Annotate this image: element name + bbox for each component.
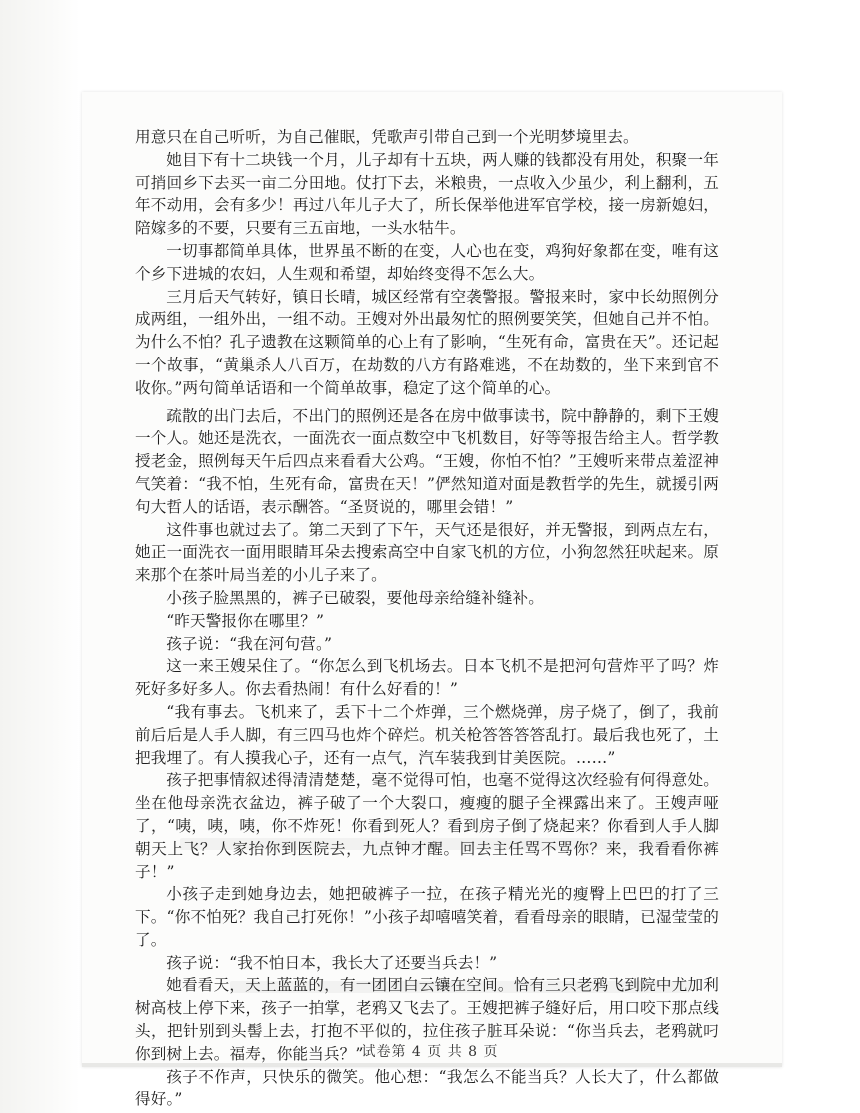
paragraph: 孩子把事情叙述得清清楚楚，毫不觉得可怕，也毫不觉得这次经验有何得意处。坐在他母亲洗衣盆边，裤子破了一个大裂口，瘦瘦的腿子全裸露出来了。王嫂声哑了，“咦，咦，咦，你不炸死！你看到死人？看到房子倒了烧起来？你看到人手人脚朝天上飞？人家抬你到医院去，九点钟才醒。回去主任骂不骂你？来，我看看你裤子！” <box>135 771 719 881</box>
paragraph: 三月后天气转好，镇日长晴，城区经常有空袭警报。警报来时，家中长幼照例分成两组，一组外出，一组不动。王嫂对外出最匆忙的照例要笑笑，但她自己并不怕。为什么不怕？孔子遗教在这颗简单的心上有了影响，“生死有命，富贵在天”。还记起一个故事，“黄巢杀人八百万，在劫数的八方有路难逃，不在劫数的，坐下来到官不收你。”两句简单话语和一个简单故事，稳定了这个简单的心。 <box>135 287 719 397</box>
paragraph: 她目下有十二块钱一个月，儿子却有十五块，两人赚的钱都没有用处，积聚一年可捎回乡下去买一亩二分田地。仗打下去，米粮贵，一点收入少虽少，利上翻利，五年不动用，会有多少！再过八年儿子大了，所长保举他进军官学校，接一房新媳妇，陪嫁多的不要，只要有三五亩地，一头水牯牛。 <box>135 150 719 238</box>
paragraph: 一切事都简单具体，世界虽不断的在变，人心也在变，鸡狗好象都在变，唯有这个乡下进城的农妇，人生观和希望，却始终变得不怎么大。 <box>135 241 719 283</box>
paragraph: 用意只在自己听听，为自己催眠，凭歌声引带自己到一个光明梦境里去。 <box>135 128 639 146</box>
paragraph: 这件事也就过去了。第二天到了下午，天气还是很好，并无警报，到两点左右，她正一面洗衣一面用眼睛耳朵去搜索高空中自家飞机的方位，小狗忽然狂吠起来。原来那个在茶叶局当差的小儿子来了。 <box>135 520 719 585</box>
paragraph: 孩子说：“我在河句营。” <box>166 634 333 653</box>
paragraph: “昨天警报你在哪里？” <box>166 611 325 630</box>
paragraph: “我有事去。飞机来了，丢下十二个炸弹，三个燃烧弹，房子烧了，倒了，我前前后后是人手人脚，有三四马也炸个碎烂。机关枪答答答答乱打。最后我也死了，土把我埋了。有人摸我心子，还有一点气，汽车装我到甘美医院。……” <box>135 702 719 767</box>
paragraph: 孩子不作声，只快乐的微笑。他心想：“我怎么不能当兵？人长大了，什么都做得好。” <box>135 1067 719 1109</box>
paragraph: 小孩子脸黑黑的，裤子已破裂，要他母亲给缝补缝补。 <box>166 588 545 607</box>
paragraph: 她看看天，天上蓝蓝的，有一团团白云镶在空间。恰有三只老鸦飞到院中尤加利树高枝上停下来，孩子一拍掌，老鸦又飞去了。王嫂把裤子缝好后，用口咬下那点线头，把针别到头髻上去，打抱不平似的，拉住孩子脏耳朵说：“你当兵去，老鸦就叼你到树上去。福寿，你能当兵？” <box>135 976 719 1063</box>
paragraph: 这一来王嫂呆住了。“你怎么到飞机场去。日本飞机不是把河句营炸平了吗？炸死好多好多人。你去看热闹！有什么好看的！” <box>135 657 719 699</box>
scan-background <box>0 0 80 1113</box>
paragraph: 疏散的出门去后，不出门的照例还是各在房中做事读书，院中静静的，剩下王嫂一个人。她还是洗衣，一面洗衣一面点数空中飞机数目，好等等报告给主人。哲学教授老金，照例每天午后四点来看看大公鸡。“王嫂，你怕不怕？”王嫂听来带点羞涩神气笑着：“我不怕，生死有命，富贵在天！”俨然知道对面是教哲学的先生，就援引两句大哲人的话语，表示酬答。“圣贤说的，哪里会错！” <box>135 406 719 516</box>
paragraph: 孩子说：“我不怕日本，我长大了还要当兵去！” <box>166 953 498 972</box>
passage-body <box>135 126 719 1111</box>
paragraph: 小孩子走到她身边去，她把破裤子一拉，在孩子精光光的瘦臀上巴巴的打了三下。“你不怕死？我自己打死你！”小孩子却嘻嘻笑着，看看母亲的眼睛，已湿莹莹的了。 <box>135 885 719 949</box>
page-footer: 试卷第 4 页 共 8 页 <box>361 1044 499 1060</box>
